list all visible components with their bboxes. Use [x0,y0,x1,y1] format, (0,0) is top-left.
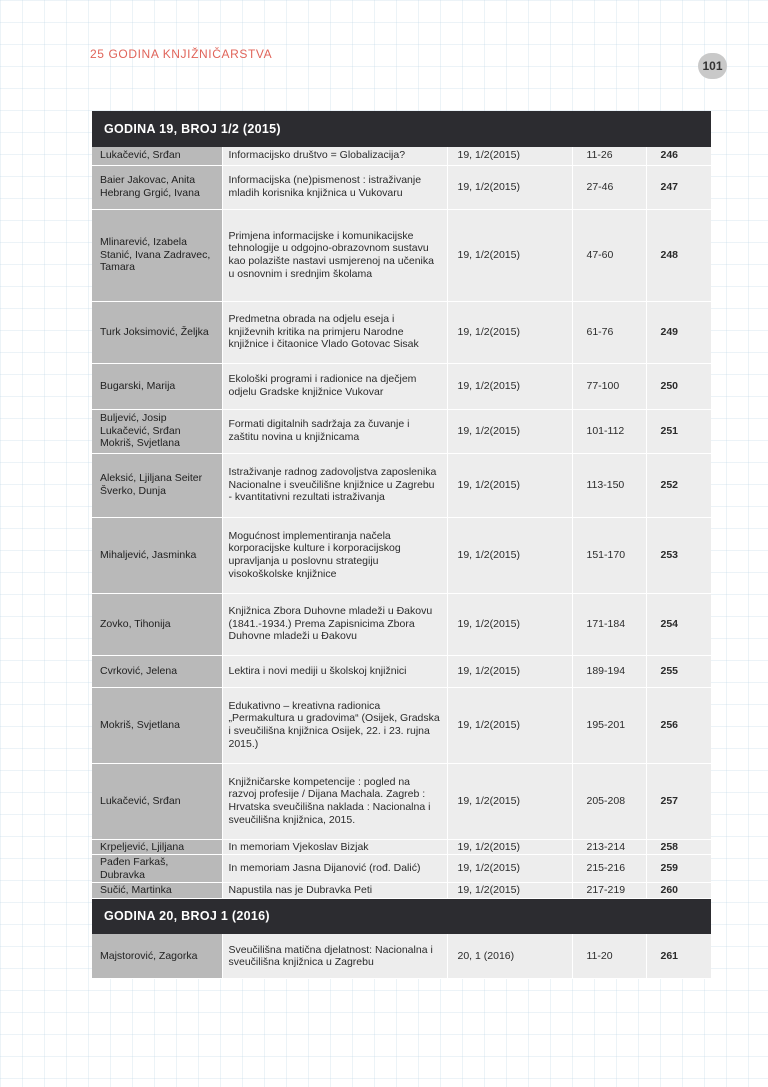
table-row [92,934,711,978]
cell-author: Mihaljević, Jasminka [92,517,222,593]
cell-issue: 19, 1/2(2015) [447,839,572,855]
cell-author: Cvrković, Jelena [92,655,222,687]
cell-num: 246 [646,147,711,165]
cell-pages: 27-46 [572,165,646,209]
cell-pages: 113-150 [572,453,646,517]
cell-pages: 195-201 [572,687,646,763]
cell-author: Majstorović, Zagorka [92,934,222,978]
cell-author: Lukačević, Srđan [92,763,222,839]
section-heading-row [92,111,711,147]
section-heading-row [92,898,711,934]
cell-title: Informacijsko društvo = Globalizacija? [222,147,447,165]
cell-num: 260 [646,883,711,899]
cell-num: 252 [646,453,711,517]
cell-title: Mogućnost implementiranja načela korporacijske kulture i korporacijskog upravljanja u poslovnu strategiju visokoškolske knjižnice [222,517,447,593]
cell-pages: 11-26 [572,147,646,165]
cell-author: Sučić, Martinka [92,883,222,899]
cell-num: 258 [646,839,711,855]
cell-issue: 19, 1/2(2015) [447,655,572,687]
cell-title: Napustila nas je Dubravka Peti [222,883,447,899]
cell-title: Knjižničarske kompetencije : pogled na razvoj profesije / Dijana Machala. Zagreb : Hrvatska sveučilišna naklada : Nacionalna i sveučilišna knjižnica, 2015. [222,763,447,839]
cell-issue: 19, 1/2(2015) [447,593,572,655]
cell-issue: 19, 1/2(2015) [447,363,572,409]
cell-issue: 19, 1/2(2015) [447,301,572,363]
cell-issue: 19, 1/2(2015) [447,209,572,301]
cell-issue: 19, 1/2(2015) [447,165,572,209]
cell-issue: 19, 1/2(2015) [447,763,572,839]
table-row [92,593,711,655]
cell-num: 261 [646,934,711,978]
cell-author: Pađen Farkaš, Dubravka [92,855,222,883]
table-row [92,409,711,453]
cell-title: Istraživanje radnog zadovoljstva zaposlenika Nacionalne i sveučilišne knjižnice u Zagrebu - kvantitativni rezultati istraživanja [222,453,447,517]
cell-num: 253 [646,517,711,593]
cell-author: Baier Jakovac, Anita Hebrang Grgić, Ivana [92,165,222,209]
cell-num: 259 [646,855,711,883]
cell-pages: 77-100 [572,363,646,409]
cell-issue: 19, 1/2(2015) [447,687,572,763]
table-row [92,687,711,763]
cell-issue: 19, 1/2(2015) [447,517,572,593]
cell-title: In memoriam Jasna Dijanović (rođ. Dalić) [222,855,447,883]
cell-author: Mokriš, Svjetlana [92,687,222,763]
table-row [92,301,711,363]
running-title: 25 GODINA KNJIŽNIČARSTVA [90,47,273,61]
cell-author: Buljević, Josip Lukačević, Srđan Mokriš, Svjetlana [92,409,222,453]
cell-title: Formati digitalnih sadržaja za čuvanje i zaštitu novina u knjižnicama [222,409,447,453]
cell-pages: 171-184 [572,593,646,655]
table-row [92,855,711,883]
cell-issue: 19, 1/2(2015) [447,453,572,517]
cell-title: Edukativno – kreativna radionica „Permakultura u gradovima“ (Osijek, Gradska i sveučilišna knjižnica Osijek, 22. i 23. rujna 2015.) [222,687,447,763]
cell-author: Krpeljević, Ljiljana [92,839,222,855]
cell-pages: 151-170 [572,517,646,593]
cell-author: Zovko, Tihonija [92,593,222,655]
page-number-badge: 101 [698,53,727,79]
cell-title: Ekološki programi i radionice na dječjem odjelu Gradske knjižnice Vukovar [222,363,447,409]
table-row [92,165,711,209]
cell-title: Knjižnica Zbora Duhovne mladeži u Đakovu (1841.-1934.) Prema Zapisnicima Zbora Duhovne mladeži u Đakovu [222,593,447,655]
table-row [92,363,711,409]
cell-title: Lektira i novi mediji u školskoj knjižnici [222,655,447,687]
cell-author: Bugarski, Marija [92,363,222,409]
cell-num: 251 [646,409,711,453]
cell-issue: 19, 1/2(2015) [447,855,572,883]
cell-author: Mlinarević, Izabela Stanić, Ivana Zadravec, Tamara [92,209,222,301]
cell-pages: 61-76 [572,301,646,363]
table-row [92,147,711,165]
cell-issue: 19, 1/2(2015) [447,409,572,453]
cell-issue: 19, 1/2(2015) [447,883,572,899]
table-row [92,883,711,899]
cell-pages: 205-208 [572,763,646,839]
table-row [92,517,711,593]
cell-title: Primjena informacijske i komunikacijske tehnologije u odgojno-obrazovnom sustavu kao polazište nastavi usmjerenoj na učenika u osnovnim i srednjim školama [222,209,447,301]
bibliography-table [92,111,711,979]
cell-num: 255 [646,655,711,687]
table-row [92,209,711,301]
cell-title: Predmetna obrada na odjelu eseja i književnih kritika na primjeru Narodne knjižnice i čitaonice Vlado Gotovac Sisak [222,301,447,363]
cell-pages: 215-216 [572,855,646,883]
cell-pages: 217-219 [572,883,646,899]
table-row [92,453,711,517]
cell-author: Turk Joksimović, Željka [92,301,222,363]
cell-num: 249 [646,301,711,363]
cell-pages: 101-112 [572,409,646,453]
cell-title: Sveučilišna matična djelatnost: Nacionalna i sveučilišna knjižnica u Zagrebu [222,934,447,978]
cell-pages: 213-214 [572,839,646,855]
cell-author: Aleksić, Ljiljana Seiter Šverko, Dunja [92,453,222,517]
cell-num: 248 [646,209,711,301]
table-row [92,763,711,839]
cell-num: 250 [646,363,711,409]
cell-issue: 19, 1/2(2015) [447,147,572,165]
cell-num: 254 [646,593,711,655]
table-row [92,839,711,855]
cell-title: In memoriam Vjekoslav Bizjak [222,839,447,855]
cell-num: 247 [646,165,711,209]
cell-pages: 189-194 [572,655,646,687]
section-heading: GODINA 20, BROJ 1 (2016) [92,898,711,934]
table-row [92,655,711,687]
section-heading: GODINA 19, BROJ 1/2 (2015) [92,111,711,147]
cell-issue: 20, 1 (2016) [447,934,572,978]
cell-author: Lukačević, Srđan [92,147,222,165]
cell-num: 257 [646,763,711,839]
cell-title: Informacijska (ne)pismenost : istraživanje mladih korisnika knjižnica u Vukovaru [222,165,447,209]
cell-pages: 47-60 [572,209,646,301]
cell-num: 256 [646,687,711,763]
cell-pages: 11-20 [572,934,646,978]
